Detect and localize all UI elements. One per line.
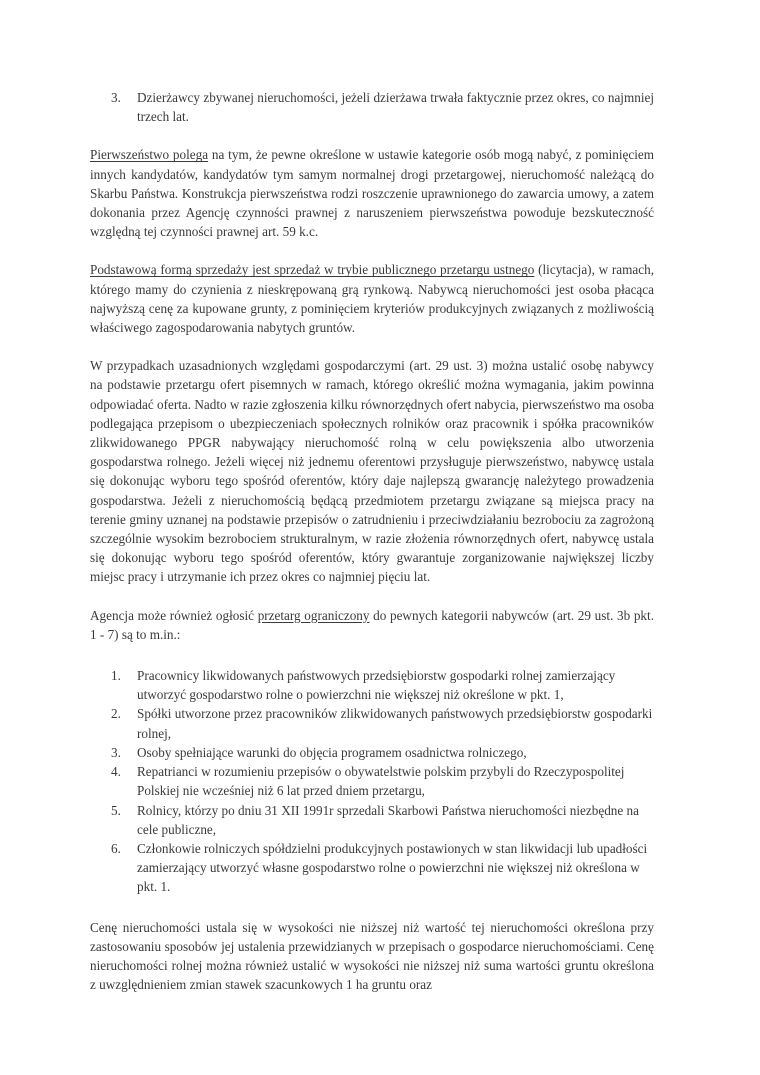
underlined-term: Pierwszeństwo polega <box>90 147 209 163</box>
paragraph-text: do pewnych kategorii nabywców (art. 29 ust. 3b pkt. 1 - 7) są to m.in.: <box>90 607 654 642</box>
list-item <box>90 666 654 704</box>
list-item <box>90 743 654 762</box>
list-number: 3. <box>111 744 121 760</box>
paragraph-cena <box>90 918 654 995</box>
paragraph-przetarg-ofert <box>90 356 654 586</box>
list-text: Repatrianci w rozumieniu przepisów o obywatelstwie polskim przybyli do Rzeczypospolitej Polskiej nie wcześniej niż 6 lat przed dniem przetargu, <box>137 764 625 799</box>
paragraph-text: Cenę nieruchomości ustala się w wysokości nie niższej niż wartość tej nieruchomości określona przy zastosowaniu sposobów jej ustalenia przewidzianych w przepisach o gospodarce nieruchomościami. Cenę nieruchomości rolnej można również ustalić w wysokości nie niższej niż suma wartości gruntu określona z uwzględnieniem zmian stawek szacunkowych 1 ha gruntu oraz <box>90 919 654 993</box>
paragraph-text: (licytacja), w ramach, którego mamy do czynienia z nieskrępowaną grą rynkową. Nabywcą nieruchomości jest osoba płacąca najwyższą cenę za kupowane grunty, z pominięciem kryteriów produkcyjnych związanych z możliwością właściwego zagospodarowania nabytych gruntów. <box>90 262 654 336</box>
list-item <box>90 801 654 839</box>
list-text: Spółki utworzone przez pracowników zlikwidowanych państwowych przedsiębiorstw gospodarki rolnej, <box>137 706 653 741</box>
list-number: 6. <box>111 840 121 856</box>
list-number: 4. <box>111 764 121 780</box>
underlined-term: Podstawową formą sprzedaży jest sprzedaż w trybie publicznego przetargu ustnego <box>90 262 535 278</box>
list-text: Osoby spełniające warunki do objęcia programem osadnictwa rolniczego, <box>137 744 527 760</box>
nabywcy-list <box>90 666 654 896</box>
list-item <box>90 762 654 800</box>
paragraph-przetarg-ustny <box>90 260 654 337</box>
list-text: Członkowie rolniczych spółdzielni produkcyjnych postawionych w stan likwidacji lub upadłości zamierzający utworzyć własne gospodarstwo rolne o powierzchni nie większej niż określona w pkt. 1. <box>137 840 648 895</box>
list-number: 2. <box>111 706 121 722</box>
list-text: Rolnicy, którzy po dniu 31 XII 1991r sprzedali Skarbowi Państwa nieruchomości niezbędne na cele publiczne, <box>137 802 639 837</box>
paragraph-text: na tym, że pewne określone w ustawie kategorie osób mogą nabyć, z pominięciem innych kandydatów, kandydatów tym samym normalnej drogi przetargowej, nieruchomość należącą do Skarbu Państwa. Konstrukcja pierwszeństwa rodzi roszczenie uprawnionego do zawarcia umowy, a zatem dokonania przez Agencję czynności prawnej z naruszeniem pierwszeństwa powoduje bezskuteczność względną tej czynności prawnej art. 59 k.c. <box>90 147 655 240</box>
paragraph-przetarg-ograniczony <box>90 606 654 644</box>
paragraph-text: W przypadkach uzasadnionych względami gospodarczymi (art. 29 ust. 3) można ustalić osobę nabywcy na podstawie przetargu ofert pisemnych w ramach, którego określić można wymagania, jakim powinna odpowiadać oferta. Nadto w razie zgłoszenia kilku równorzędnych ofert nabycia, pierwszeństwo ma osoba podlegająca przepisom o ubezpieczeniach społecznych rolników oraz pracownik i spółka pracowników zlikwidowanego PPGR nabywający nieruchomość rolną w celu powiększenia albo utworzenia gospodarstwa rolnego. Jeżeli więcej niż jednemu oferentowi przysługuje pierwszeństwo, nabywcę ustala się dokonując wyboru tego spośród oferentów, który daje najlepszą gwarancję należytego prowadzenia gospodarstwa. Jeżeli z nieruchomością będącą przedmiotem przetargu związane są miejsca pracy na terenie gminy uznanej na podstawie przepisów o zatrudnieniu i przeciwdziałaniu bezrobociu za zagrożoną szczególnie wysokim bezrobociem strukturalnym, w razie złożenia równorzędnych ofert, nabywcę ustala się dokonując wyboru tego spośród oferentów, który gwarantuje zorganizowanie największej liczby miejsc pracy i utrzymanie ich przez okres co najmniej pięciu lat. <box>90 358 654 585</box>
paragraph-text: Agencja może również ogłosić <box>90 607 258 623</box>
paragraph-pierwszenstwo <box>90 145 654 241</box>
list-text: Dzierżawcy zbywanej nieruchomości, jeżeli dzierżawa trwała faktycznie przez okres, co najmniej trzech lat. <box>137 90 654 125</box>
underlined-term: przetarg ograniczony <box>257 607 370 623</box>
list-item <box>90 88 654 126</box>
continued-list <box>90 88 654 126</box>
list-number: 1. <box>111 668 121 684</box>
list-number: 5. <box>111 802 121 818</box>
list-item <box>90 839 654 897</box>
list-text: Pracownicy likwidowanych państwowych przedsiębiorstw gospodarki rolnej zamierzający utworzyć gospodarstwo rolne o powierzchni nie większej niż określone w pkt. 1, <box>137 668 616 703</box>
list-item <box>90 704 654 742</box>
list-number: 3. <box>111 90 121 105</box>
